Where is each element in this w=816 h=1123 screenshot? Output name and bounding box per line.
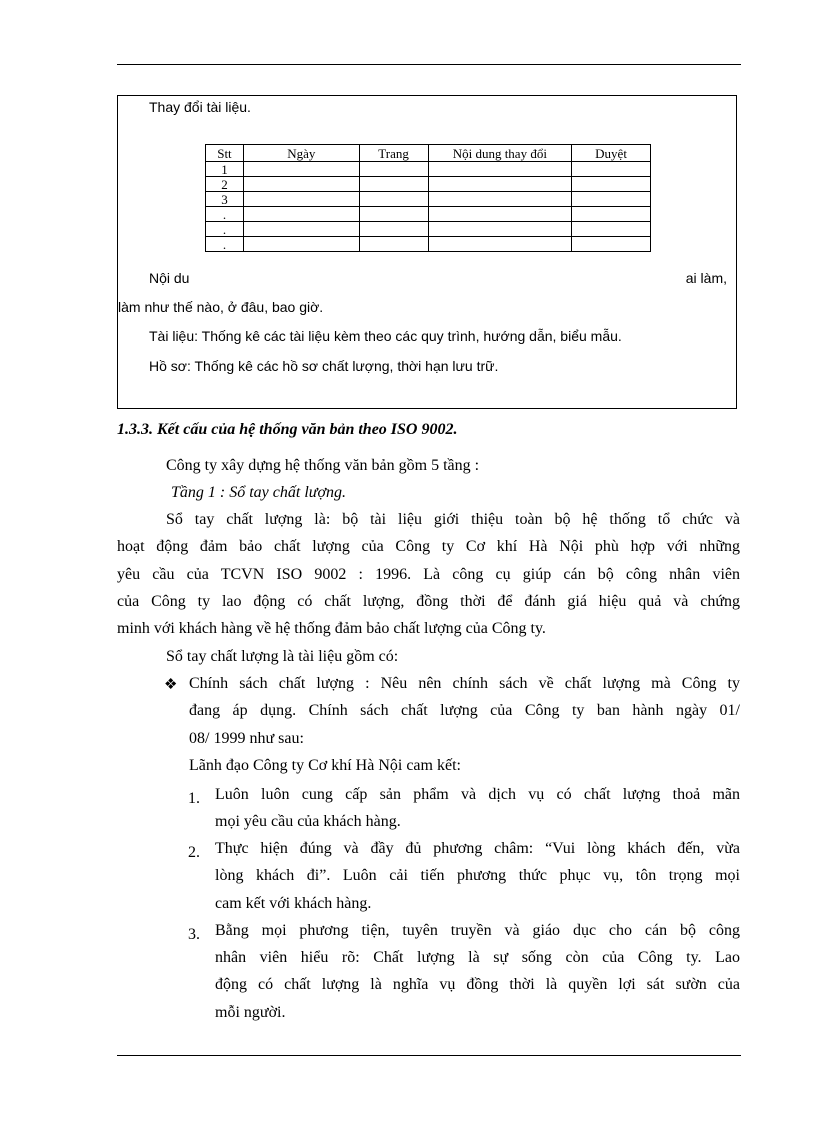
para1-line: Sổ tay chất lượng là: bộ tài liệu giới thiệu toàn bộ hệ thống tổ chức và bbox=[166, 511, 740, 528]
row-stt: . bbox=[206, 237, 244, 252]
table-row bbox=[206, 237, 651, 252]
col-stt: Stt bbox=[206, 145, 244, 162]
ho-so-line: Hồ sơ: Thống kê các hồ sơ chất lượng, thời hạn lưu trữ. bbox=[149, 358, 499, 374]
intro-line: Công ty xây dựng hệ thống văn bản gồm 5 tầng : bbox=[166, 457, 480, 474]
para1-line: minh với khách hàng về hệ thống đảm bảo chất lượng của Công ty. bbox=[117, 620, 546, 637]
para1-line: yêu cầu của TCVN ISO 9002 : 1996. Là công cụ giúp cán bộ công nhân viên bbox=[117, 566, 740, 583]
item-line: lòng khách đi”. Luôn cải tiến phương thức phục vụ, tôn trọng mọi bbox=[215, 867, 740, 884]
change-table-header bbox=[206, 145, 651, 162]
row-stt: 3 bbox=[206, 192, 244, 207]
table-row bbox=[206, 222, 651, 237]
item-line: mọi yêu cầu của khách hàng. bbox=[215, 813, 401, 830]
change-record-box bbox=[117, 95, 737, 409]
row-stt: . bbox=[206, 207, 244, 222]
item-line: Thực hiện đúng và đầy đủ phương châm: “Vui lòng khách đến, vừa bbox=[215, 840, 740, 857]
item-line: Bằng mọi phương tiện, tuyên truyền và giáo dục cho cán bộ công bbox=[215, 922, 740, 939]
bullet-line: đang áp dụng. Chính sách chất lượng của Công ty ban hành ngày 01/ bbox=[189, 702, 740, 719]
table-row bbox=[206, 162, 651, 177]
section-heading: 1.3.3. Kết cấu của hệ thống văn bản theo ISO 9002. bbox=[117, 421, 458, 438]
item-line: nhân viên hiểu rõ: Chất lượng là sự sống còn của Công ty. Lao bbox=[215, 949, 740, 966]
table-row bbox=[206, 192, 651, 207]
para1-line: hoạt động đảm bảo chất lượng của Công ty Cơ khí Hà Nội phù hợp với những bbox=[117, 538, 740, 555]
item-number: 3. bbox=[188, 926, 200, 943]
diamond-bullet-icon: ❖ bbox=[164, 677, 178, 693]
tier1-line: Tầng 1 : Sổ tay chất lượng. bbox=[171, 484, 347, 501]
footer-rule bbox=[117, 1055, 741, 1056]
col-trang: Trang bbox=[359, 145, 428, 162]
noi-dung-start: Nội du bbox=[149, 270, 190, 286]
item-line: cam kết với khách hàng. bbox=[215, 895, 372, 912]
bullet-line: Chính sách chất lượng : Nêu nên chính sách về chất lượng mà Công ty bbox=[189, 675, 740, 692]
item-number: 1. bbox=[188, 790, 200, 807]
noi-dung-end: ai làm, bbox=[685, 270, 727, 286]
row-stt: 1 bbox=[206, 162, 244, 177]
change-table bbox=[205, 144, 651, 252]
header-rule bbox=[117, 64, 741, 65]
tai-lieu-line: Tài liệu: Thống kê các tài liệu kèm theo các quy trình, hướng dẫn, biểu mẫu. bbox=[149, 328, 622, 344]
table-row bbox=[206, 177, 651, 192]
col-noi-dung: Nội dung thay đổi bbox=[428, 145, 572, 162]
item-line: mỗi người. bbox=[215, 1004, 286, 1021]
change-title: Thay đổi tài liệu. bbox=[149, 99, 251, 115]
para1-line: của Công ty lao động có chất lượng, đồng thời để đánh giá hiệu quả và chứng bbox=[117, 593, 740, 610]
bullet-line: 08/ 1999 như sau: bbox=[189, 730, 304, 747]
item-line: động có chất lượng là nghĩa vụ đồng thời là quyền lợi sát sườn của bbox=[215, 976, 740, 993]
col-ngay: Ngày bbox=[243, 145, 359, 162]
commit-line: Lãnh đạo Công ty Cơ khí Hà Nội cam kết: bbox=[189, 757, 461, 774]
col-duyet: Duyệt bbox=[572, 145, 651, 162]
table-row bbox=[206, 207, 651, 222]
para2-line: Sổ tay chất lượng là tài liệu gồm có: bbox=[166, 648, 399, 665]
item-number: 2. bbox=[188, 844, 200, 861]
row-stt: . bbox=[206, 222, 244, 237]
noi-dung-cont: làm như thế nào, ở đâu, bao giờ. bbox=[118, 299, 324, 315]
item-line: Luôn luôn cung cấp sản phẩm và dịch vụ có chất lượng thoả mãn bbox=[215, 786, 740, 803]
row-stt: 2 bbox=[206, 177, 244, 192]
